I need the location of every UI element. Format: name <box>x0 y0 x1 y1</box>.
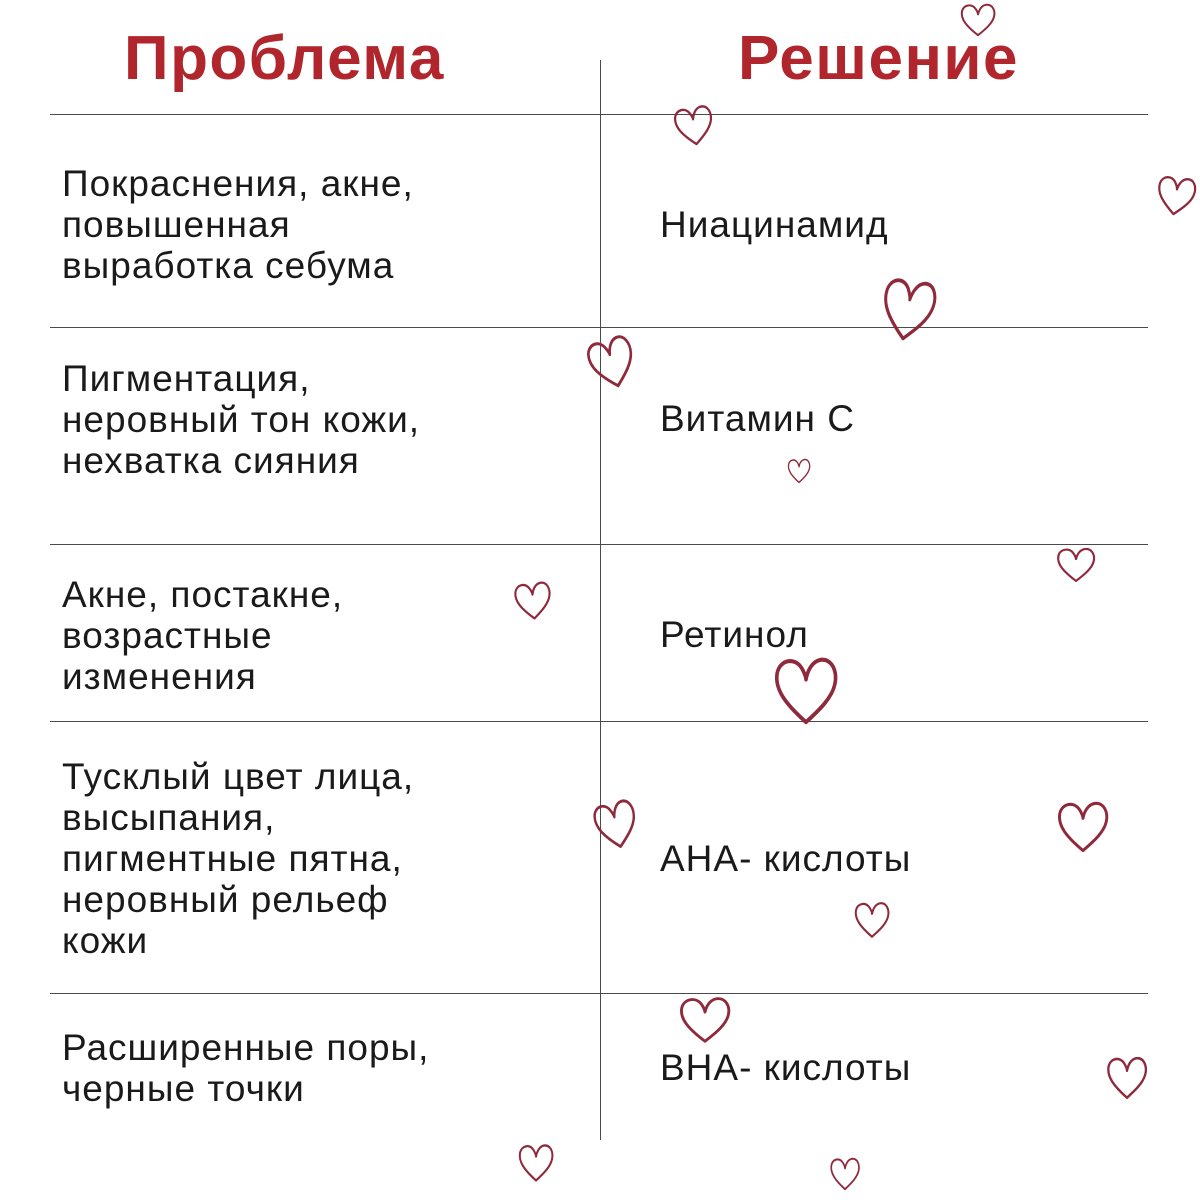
row-divider <box>50 993 1148 994</box>
problem-cell: Акне, постакне, возрастные изменения <box>62 574 344 697</box>
header-solution: Решение <box>738 24 1019 93</box>
heart-doodle-icon <box>1054 796 1112 858</box>
heart-doodle-icon <box>510 576 556 625</box>
solution-cell: Ретинол <box>660 614 809 655</box>
solution-cell: Ниацинамид <box>660 204 889 245</box>
row-divider <box>50 114 1148 115</box>
problem-cell: Тусклый цвет лица, высыпания, пигментные пятна, неровный рельеф кожи <box>62 756 415 961</box>
row-divider <box>50 544 1148 545</box>
heart-doodle-icon <box>958 0 998 40</box>
heart-doodle-icon <box>516 1140 556 1186</box>
heart-doodle-icon <box>1054 544 1098 586</box>
header-problem: Проблема <box>124 24 445 93</box>
solution-cell: BHA- кислоты <box>660 1047 912 1088</box>
heart-doodle-icon <box>786 456 812 486</box>
problem-cell: Расширенные поры, черные точки <box>62 1027 430 1109</box>
row-divider <box>50 327 1148 328</box>
solution-cell: АНА- кислоты <box>660 838 912 879</box>
heart-doodle-icon <box>852 898 892 942</box>
heart-doodle-icon <box>676 992 734 1048</box>
problem-cell: Пигментация, неровный тон кожи, нехватка сияния <box>62 358 421 481</box>
problem-cell: Покраснения, акне, повышенная выработка себума <box>62 163 414 286</box>
row-divider <box>50 721 1148 722</box>
heart-doodle-icon <box>669 99 719 153</box>
column-divider <box>600 60 601 1140</box>
heart-doodle-icon <box>828 1154 862 1194</box>
solution-cell: Витамин С <box>660 398 855 439</box>
heart-doodle-icon <box>1151 169 1200 223</box>
heart-doodle-icon <box>770 650 842 732</box>
heart-doodle-icon <box>1104 1052 1150 1104</box>
